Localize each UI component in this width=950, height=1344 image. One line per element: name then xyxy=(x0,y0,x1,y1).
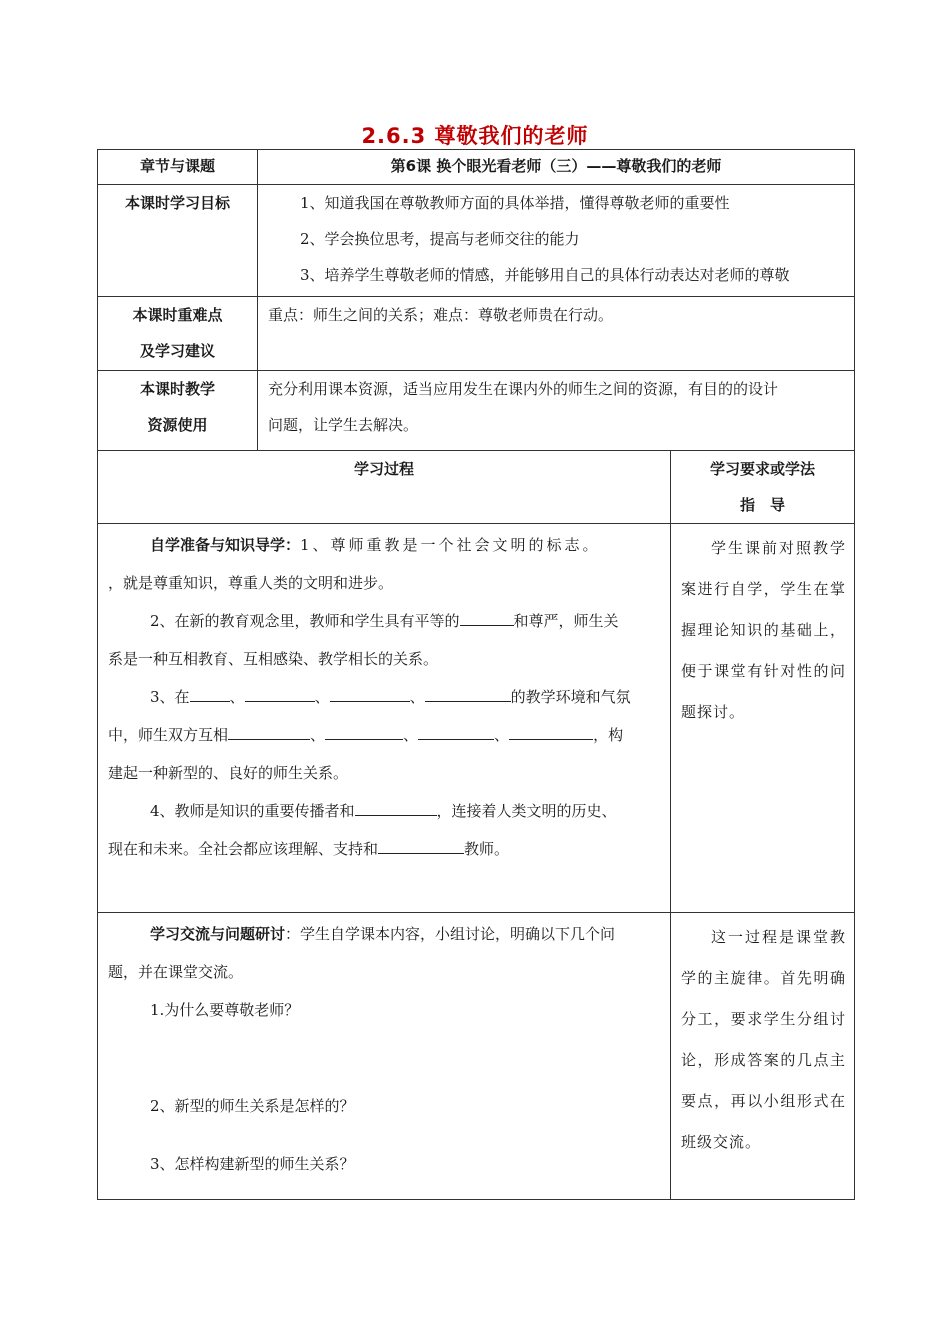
guide-header-cell xyxy=(671,451,855,524)
chapter-value: 第6课 换个眼光看老师（三）——尊敬我们的老师 xyxy=(390,157,722,175)
goal-item-1: 1、知道我国在尊敬教师方面的具体举措，懂得尊敬老师的重要性 xyxy=(300,194,730,212)
blank-respect xyxy=(378,837,464,854)
document-title: 2.6.3 尊敬我们的老师 xyxy=(361,124,589,148)
resources-value-line-2: 问题，让学生去解决。 xyxy=(268,416,419,434)
blank-env-1 xyxy=(190,685,230,702)
separator: 、 xyxy=(494,726,510,744)
chapter-label: 章节与课题 xyxy=(139,157,215,175)
prep-item-3b: 的教学环境和气氛 xyxy=(510,688,631,706)
discussion-row xyxy=(98,913,855,1200)
question-3: 3、怎样构建新型的师生关系？ xyxy=(150,1155,355,1173)
key-value-cell xyxy=(258,297,855,371)
blank-mutual-4 xyxy=(509,723,593,740)
prep-guide: 学生课前对照教学案进行自学，学生在掌握理论知识的基础上，便于课堂有针对性的问题探讨。 xyxy=(681,539,847,721)
blank-env-3 xyxy=(330,685,410,702)
separator: 、 xyxy=(403,726,419,744)
discussion-intro-b: 题，并在课堂交流。 xyxy=(108,963,244,981)
prep-item-2b: 和尊严，师生关 xyxy=(513,612,619,630)
resources-label-line-2: 资源使用 xyxy=(147,416,208,434)
prep-item-4d: 教师。 xyxy=(464,840,510,858)
discussion-guide-cell xyxy=(671,913,855,1200)
separator: 、 xyxy=(314,688,330,706)
resources-label-line-1: 本课时教学 xyxy=(139,380,215,398)
discussion-intro: ：学生自学课本内容，小组讨论，明确以下几个问 xyxy=(285,925,616,943)
question-2: 2、新型的师生关系是怎样的？ xyxy=(150,1097,355,1115)
goals-row xyxy=(98,185,855,297)
process-header-row xyxy=(98,451,855,524)
discussion-guide: 这一过程是课堂教学的主旋律。首先明确分工，要求学生分组讨论，形成答案的几点主要点，再以小组形式在班级交流。 xyxy=(681,928,847,1151)
prep-row xyxy=(98,524,855,913)
answer-space-1 xyxy=(108,1029,660,1087)
prep-guide-text xyxy=(671,524,854,733)
blank-mutual-1 xyxy=(228,723,310,740)
prep-item-3a: 3、在 xyxy=(150,688,190,706)
blank-dignity xyxy=(460,609,514,626)
blank-env-4 xyxy=(425,685,511,702)
key-label-cell xyxy=(98,297,258,371)
prep-item-4c: 现在和未来。全社会都应该理解、支持和 xyxy=(108,840,379,858)
prep-item-3e: 建起一种新型的、良好的师生关系。 xyxy=(108,764,349,782)
resources-label-cell xyxy=(98,371,258,451)
discussion-cell xyxy=(98,913,671,1200)
separator: 、 xyxy=(409,688,425,706)
prep-item-4b: ，连接着人类文明的历史、 xyxy=(436,802,617,820)
goals-cell xyxy=(258,185,855,297)
blank-env-2 xyxy=(245,685,315,702)
question-1: 1.为什么要尊敬老师？ xyxy=(150,1001,300,1019)
prep-item-4a: 4、教师是知识的重要传播者和 xyxy=(150,802,355,820)
prep-item-1b: ，就是尊重知识，尊重人类的文明和进步。 xyxy=(108,574,394,592)
prep-item-2c: 系是一种互相教育、互相感染、教学相长的关系。 xyxy=(108,650,439,668)
discussion-heading: 学习交流与问题研讨 xyxy=(150,925,286,943)
key-value: 重点：师生之间的关系；难点：尊敬老师贵在行动。 xyxy=(268,306,614,324)
separator: 、 xyxy=(310,726,326,744)
prep-guide-cell xyxy=(671,524,855,913)
prep-item-3c: 中，师生双方互相 xyxy=(108,726,229,744)
process-header: 学习过程 xyxy=(353,460,414,478)
prep-item-1a: 1、尊师重教是一个社会文明的标志。 xyxy=(300,536,601,554)
chapter-row xyxy=(98,150,855,185)
guide-header-line-2: 指 导 xyxy=(740,496,786,514)
chapter-label-cell xyxy=(98,150,258,185)
key-points-row xyxy=(98,297,855,371)
blank-inheritor xyxy=(355,799,437,816)
prep-cell xyxy=(98,524,671,913)
resources-value-line-1: 充分利用课本资源，适当应用发生在课内外的师生之间的资源，有目的的设计 xyxy=(268,380,779,398)
key-label-line-1: 本课时重难点 xyxy=(132,306,223,324)
blank-mutual-2 xyxy=(325,723,403,740)
process-header-cell xyxy=(98,451,671,524)
lesson-plan-table xyxy=(97,149,855,1200)
resources-value-cell xyxy=(258,371,855,451)
goal-item-3: 3、培养学生尊敬老师的情感，并能够用自己的具体行动表达对老师的尊敬 xyxy=(300,266,790,284)
answer-space-2 xyxy=(108,1125,660,1145)
goals-label-cell xyxy=(98,185,258,297)
key-label-line-2: 及学习建议 xyxy=(139,342,215,360)
guide-header-line-1: 学习要求或学法 xyxy=(710,460,816,478)
goal-item-2: 2、学会换位思考，提高与老师交往的能力 xyxy=(300,230,580,248)
prep-heading: 自学准备与知识导学： xyxy=(150,536,301,554)
prep-item-3d: ，构 xyxy=(593,726,624,744)
blank-mutual-3 xyxy=(418,723,494,740)
goals-label: 本课时学习目标 xyxy=(124,194,230,212)
separator: 、 xyxy=(229,688,245,706)
prep-item-2a: 2、在新的教育观念里，教师和学生具有平等的 xyxy=(150,612,460,630)
discussion-guide-text xyxy=(671,913,854,1163)
chapter-value-cell xyxy=(258,150,855,185)
resources-row xyxy=(98,371,855,451)
